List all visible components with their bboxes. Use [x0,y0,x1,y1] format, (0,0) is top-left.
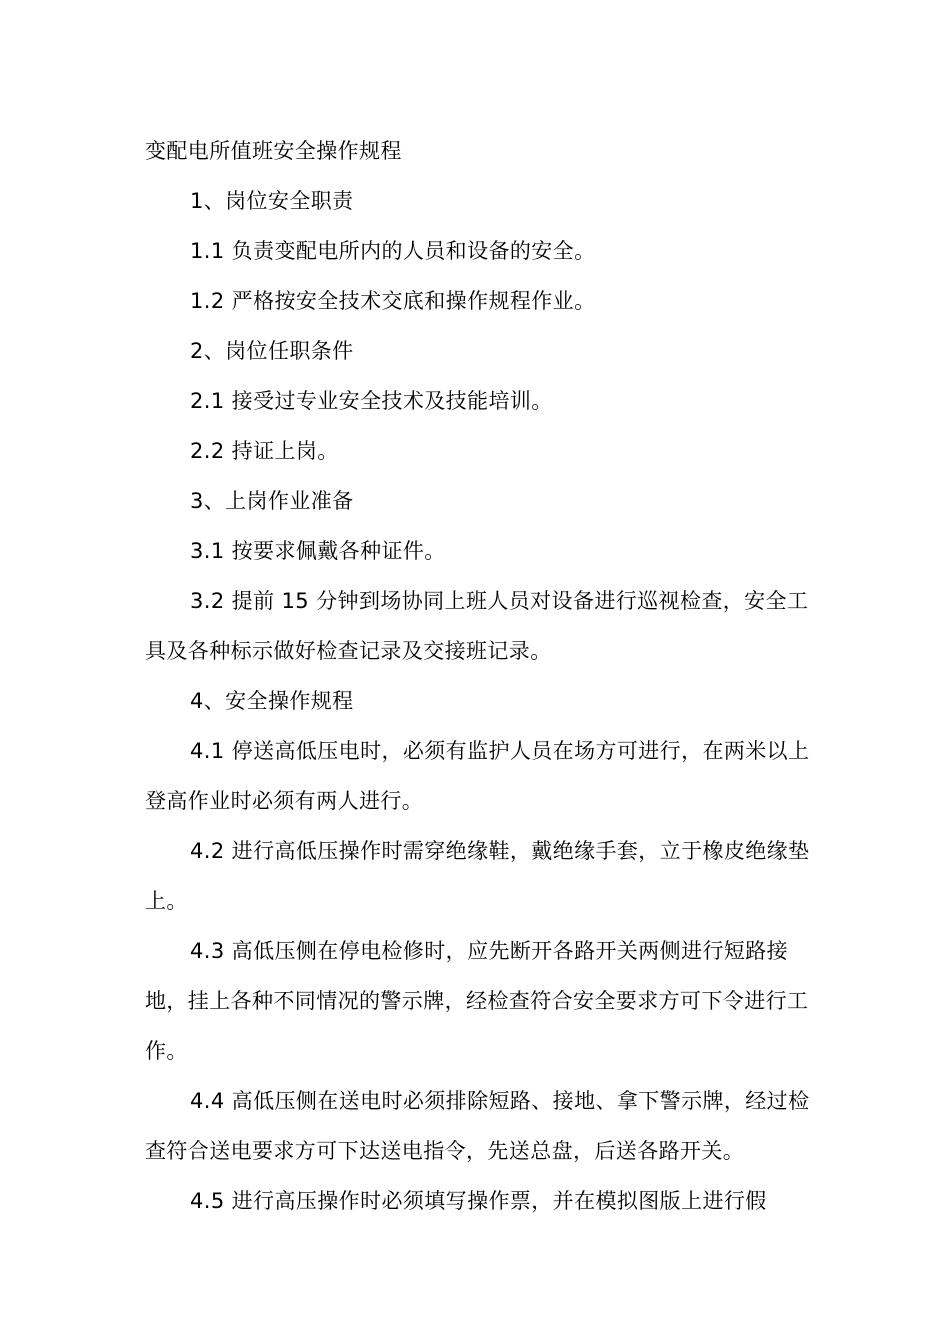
clause-4-1: 4.1 停送高低压电时，必须有监护人员在场方可进行，在两米以上登高作业时必须有两人进行。 [145,739,810,813]
clause-4-3: 4.3 高低压侧在停电检修时，应先断开各路开关两侧进行短路接地，挂上各种不同情况的警示牌，经检查符合安全要求方可下令进行工作。 [145,939,809,1063]
section-heading-1: 1、岗位安全职责 [190,189,354,213]
clause-4-2: 4.2 进行高低压操作时需穿绝缘鞋，戴绝缘手套，立于橡皮绝缘垫上。 [145,839,810,913]
section-heading-4: 4、安全操作规程 [190,689,354,713]
clause-3-2: 3.2 提前 15 分钟到场协同上班人员对设备进行巡视检查，安全工具及各种标示做好检查记录及交接班记录。 [145,589,809,663]
document-body [145,126,810,1226]
clause-1-1: 1.1 负责变配电所内的人员和设备的安全。 [190,239,596,263]
clause-2-2: 2.2 持证上岗。 [190,439,339,463]
section-heading-3: 3、上岗作业准备 [190,489,354,513]
document-title: 变配电所值班安全操作规程 [145,139,402,163]
section-heading-2: 2、岗位任职条件 [190,339,354,363]
clause-2-1: 2.1 接受过专业安全技术及技能培训。 [190,389,553,413]
clause-4-4: 4.4 高低压侧在送电时必须排除短路、接地、拿下警示牌，经过检查符合送电要求方可下达送电指令，先送总盘，后送各路开关。 [145,1089,810,1163]
clause-4-5: 4.5 进行高压操作时必须填写操作票，并在模拟图版上进行假 [190,1189,767,1213]
clause-1-2: 1.2 严格按安全技术交底和操作规程作业。 [190,289,596,313]
clause-3-1: 3.1 按要求佩戴各种证件。 [190,539,446,563]
